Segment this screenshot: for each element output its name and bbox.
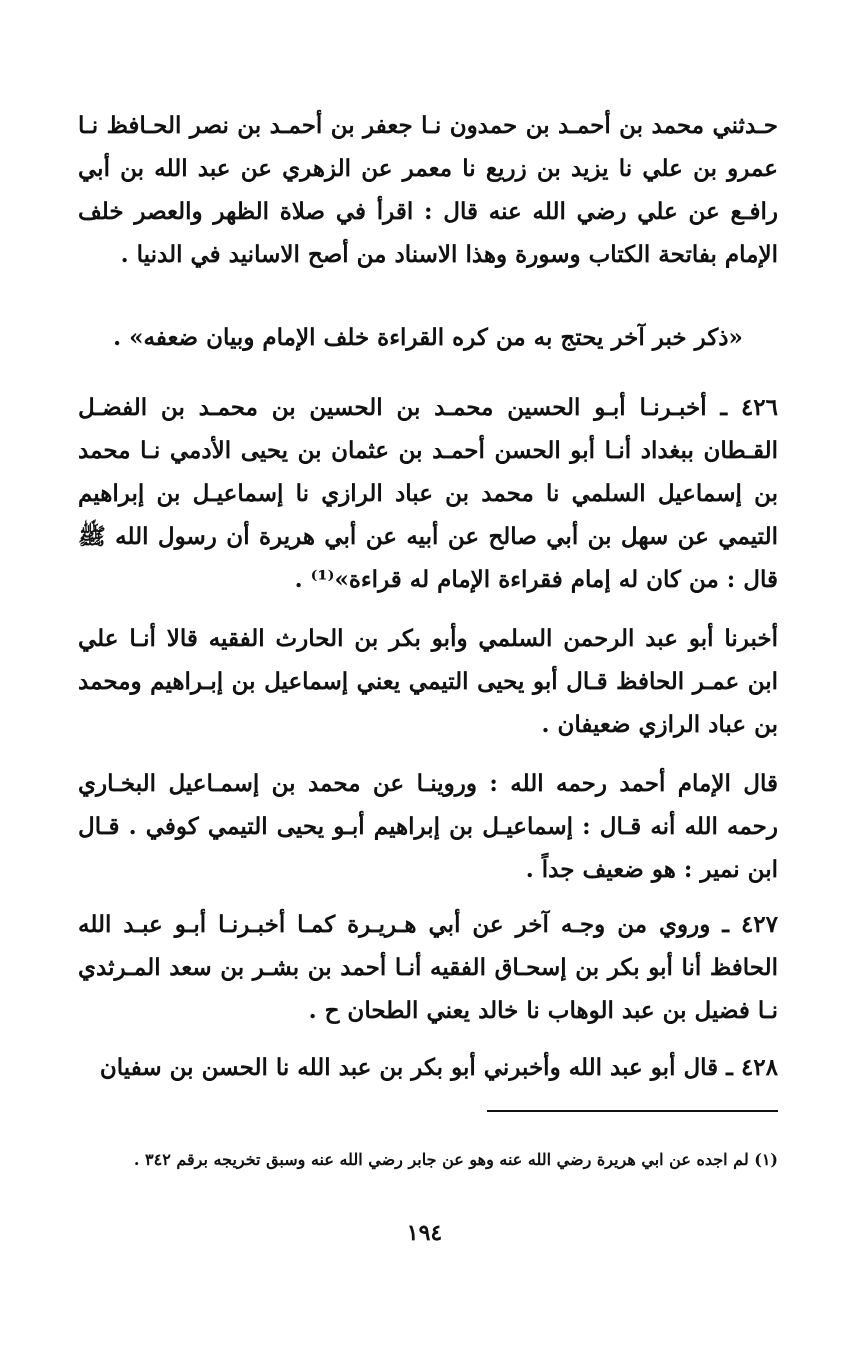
footnote-divider [487,1110,778,1112]
paragraph-narrators-weak: أخبرنا أبو عبد الرحمن السلمي وأبو بكر بن الحارث الفقيه قالا أنـا علي ابن عمـر الحافظ قـال أبو يحيى التيمي يعني إسماعيل بن إبـراهيم ومحمد بن عباد الرازي ضعيفان . [78,625,778,738]
paragraph-hadith-426: ٤٢٦ ـ أخبـرنـا أبـو الحسين محمـد بن الحسين بن محمـد بن الفضـل القـطان ببغداد أنـا أبو الحسن أحمـد بن عثمان بن يحيى الأدمي نـا محمد بن إسماعيل السلمي نا محمد بن عباد الرازي نا إسماعيـل بن إبراهيم التيمي عن سهل بن أبي صالح عن أبيه عن أبي هريرة أن رسول الله ﷺ قال : من كان له إمام فقراءة الإمام له قراءة»⁽¹⁾ . [78,394,778,593]
paragraph-hadith-427: ٤٢٧ ـ وروي من وجـه آخر عن أبي هـريـرة كمـا أخبـرنـا أبـو عبـد الله الحافظ أنا أبو بكر بن إسحـاق الفقيه أنـا أحمد بن بشـر بن سعد المـرثدي نـا فضيل بن عبد الوهاب نا خالد يعني الطحان ح . [78,911,778,1024]
section-heading: «ذكر خبر آخر يحتج به من كره القراءة خلف الإمام وبيان ضعفه» . [113,324,743,351]
paragraph-hadith-428: ٤٢٨ ـ قال أبو عبد الله وأخبرني أبو بكر بن عبد الله نا الحسن بن سفيان [99,1054,778,1081]
paragraph-imam-ahmad: قال الإمام أحمد رحمه الله : وروينـا عن محمد بن إسمـاعيل البخـاري رحمه الله أنه قـال : إسماعيـل بن إبراهيم أبـو يحيى التيمي كوفي . قـال ابن نمير : هو ضعيف جداً . [78,770,778,883]
page-number: ١٩٤ [406,1220,443,1246]
footnote: (١) لم اجده عن ابي هريرة رضي الله عنه وهو عن جابر رضي الله عنه وسبق تخريجه برقم ٣٤٢ . [133,1150,778,1169]
paragraph-hadith-isnad: حـدثني محمد بن أحمـد بن حمدون نـا جعفر بن أحمـد بن نصر الحـافظ نـا عمرو بن علي نا يزيد بن زريع نا معمر عن الزهري عن عبد الله بن أبي رافـع عن علي رضي الله عنه قال : اقرأ في صلاة الظهر والعصر خلف الإمام بفاتحة الكتاب وسورة وهذا الاسناد من أصح الاسانيد في الدنيا . [78,112,778,268]
